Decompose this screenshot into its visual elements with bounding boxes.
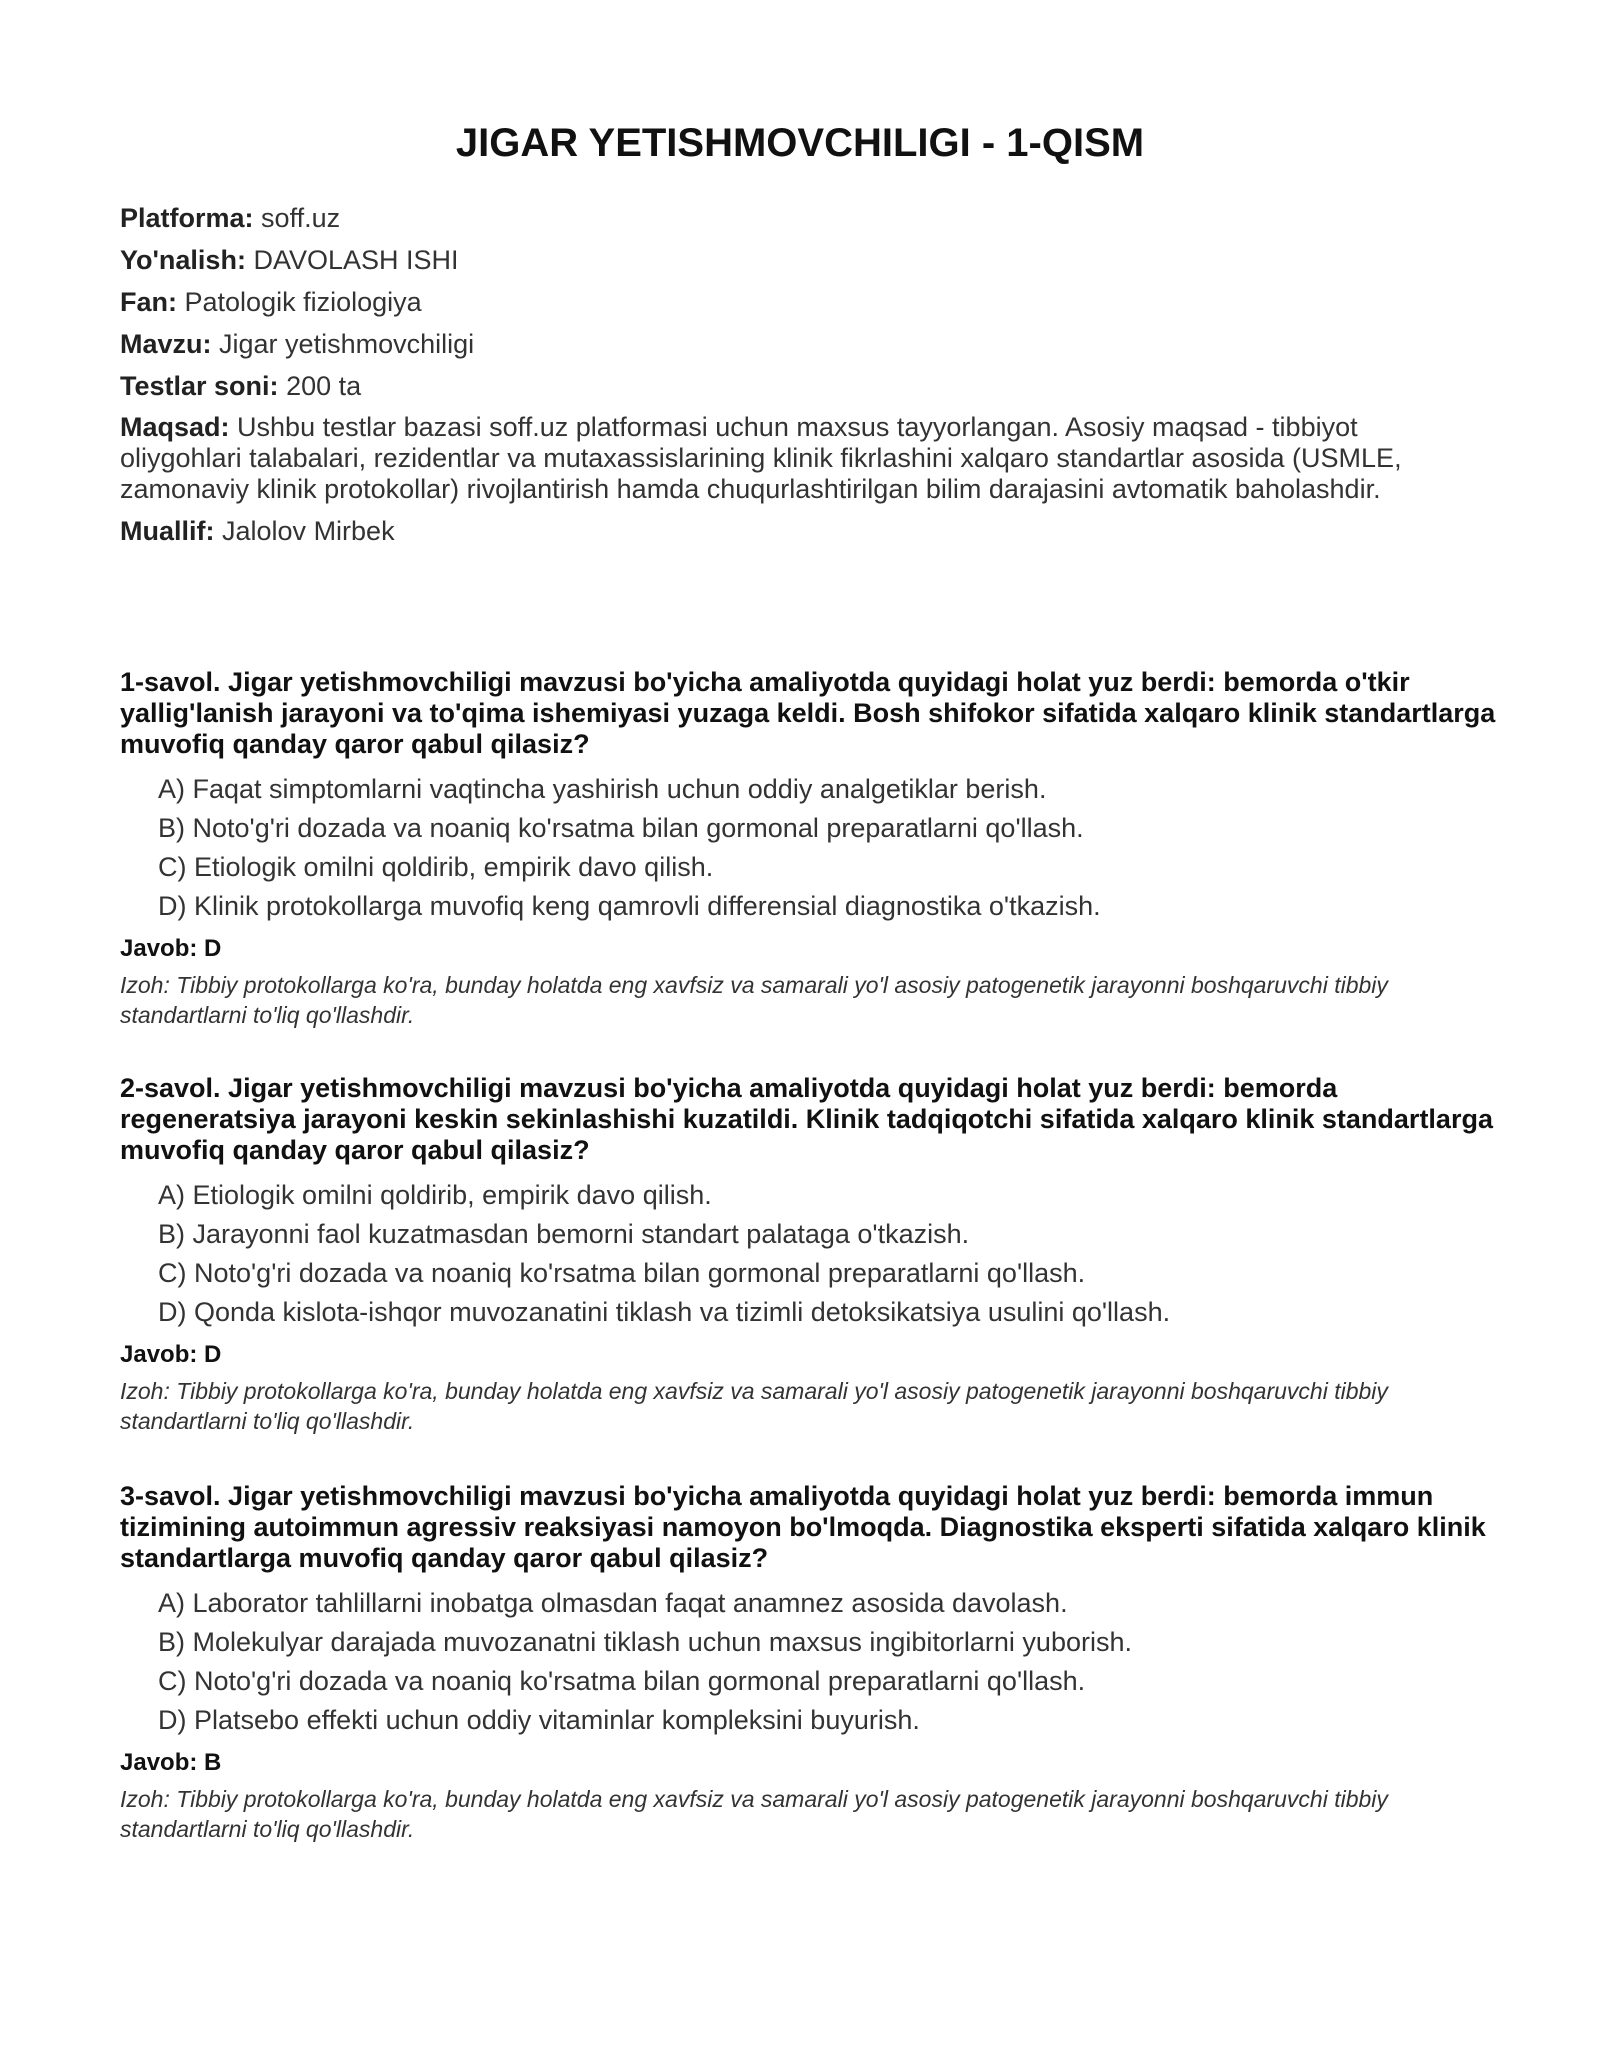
option-a: A) Faqat simptomlarni vaqtincha yashirish uchun oddiy analgetiklar berish. xyxy=(158,774,1047,804)
meta-key: Muallif: xyxy=(120,516,215,546)
option-b: B) Noto'g'ri dozada va noaniq ko'rsatma bilan gormonal preparatlarni qo'llash. xyxy=(158,813,1084,843)
explanation: Izoh: Tibbiy protokollarga ko'ra, bunday holatda eng xavfsiz va samarali yo'l asosiy patogenetik jarayonni boshqaruvchi tibbiy standartlarni to'liq qo'llashdir. xyxy=(120,1786,1388,1842)
meta-value: 200 ta xyxy=(286,371,362,401)
answer: Javob: D xyxy=(120,935,222,962)
question-3 xyxy=(120,1481,1500,1844)
question-text: 3-savol. Jigar yetishmovchiligi mavzusi bo'yicha amaliyotda quyidagi holat yuz berdi: bemorda immun tizimining autoimmun agressiv reaksiyasi namoyon bo'lmoqda. Diagnostika eksperti sifatida xalqaro klinik standartlarga muvofiq qanday qaror qabul qilasiz? xyxy=(120,1481,1486,1573)
meta-test-count xyxy=(120,370,1480,402)
meta-key: Testlar soni: xyxy=(120,371,279,401)
explanation: Izoh: Tibbiy protokollarga ko'ra, bunday holatda eng xavfsiz va samarali yo'l asosiy patogenetik jarayonni boshqaruvchi tibbiy standartlarni to'liq qo'llashdir. xyxy=(120,1378,1388,1434)
option-d: D) Klinik protokollarga muvofiq keng qamrovli differensial diagnostika o'tkazish. xyxy=(158,891,1101,921)
meta-value: DAVOLASH ISHI xyxy=(253,245,459,275)
meta-key: Maqsad: xyxy=(120,412,230,442)
explanation: Izoh: Tibbiy protokollarga ko'ra, bunday holatda eng xavfsiz va samarali yo'l asosiy patogenetik jarayonni boshqaruvchi tibbiy standartlarni to'liq qo'llashdir. xyxy=(120,972,1388,1028)
option-d: D) Qonda kislota-ishqor muvozanatini tiklash va tizimli detoksikatsiya usulini qo'llash. xyxy=(158,1297,1171,1327)
option-list xyxy=(120,774,1500,922)
option-a: A) Etiologik omilni qoldirib, empirik davo qilish. xyxy=(158,1180,712,1210)
meta-key: Platforma: xyxy=(120,203,254,233)
page-title: JIGAR YETISHMOVCHILIGI - 1-QISM xyxy=(455,121,1145,165)
option-list xyxy=(120,1180,1500,1328)
question-2 xyxy=(120,1073,1500,1436)
question-text: 2-savol. Jigar yetishmovchiligi mavzusi bo'yicha amaliyotda quyidagi holat yuz berdi: bemorda regeneratsiya jarayoni keskin sekinlashishi kuzatildi. Klinik tadqiqotchi sifatida xalqaro klinik standartlarga muvofiq qanday qaror qabul qilasiz? xyxy=(120,1073,1493,1165)
option-c: C) Etiologik omilni qoldirib, empirik davo qilish. xyxy=(158,852,714,882)
meta-value: Jalolov Mirbek xyxy=(222,516,395,546)
meta-direction xyxy=(120,244,1480,276)
meta-platform xyxy=(120,202,1480,234)
option-c: C) Noto'g'ri dozada va noaniq ko'rsatma bilan gormonal preparatlarni qo'llash. xyxy=(158,1258,1086,1288)
document-meta xyxy=(120,202,1480,557)
meta-subject xyxy=(120,286,1480,318)
meta-key: Mavzu: xyxy=(120,329,212,359)
question-1 xyxy=(120,667,1500,1030)
question-text: 1-savol. Jigar yetishmovchiligi mavzusi bo'yicha amaliyotda quyidagi holat yuz berdi: bemorda o'tkir yallig'lanish jarayoni va to'qima ishemiyasi yuzaga keldi. Bosh shifokor sifatida xalqaro klinik standartlarga muvofiq qanday qaror qabul qilasiz? xyxy=(120,667,1496,759)
option-d: D) Platsebo effekti uchun oddiy vitaminlar kompleksini buyurish. xyxy=(158,1705,920,1735)
answer: Javob: B xyxy=(120,1749,222,1776)
meta-key: Yo'nalish: xyxy=(120,245,246,275)
option-c: C) Noto'g'ri dozada va noaniq ko'rsatma bilan gormonal preparatlarni qo'llash. xyxy=(158,1666,1086,1696)
option-list xyxy=(120,1588,1500,1736)
meta-value: Patologik fiziologiya xyxy=(184,287,422,317)
meta-value: Ushbu testlar bazasi soff.uz platformasi uchun maxsus tayyorlangan. Asosiy maqsad - tibbiyot oliygohlari talabalari, rezidentlar va mutaxassislarining klinik fikrlashini xalqaro standartlar asosida (USMLE, zamonaviy klinik protokollar) rivojlantirish hamda chuqurlashtirilgan bilim darajasini avtomatik baholashdir. xyxy=(120,412,1402,504)
meta-value: Jigar yetishmovchiligi xyxy=(219,329,475,359)
meta-goal xyxy=(120,412,1480,505)
answer: Javob: D xyxy=(120,1341,222,1368)
meta-key: Fan: xyxy=(120,287,177,317)
option-b: B) Jarayonni faol kuzatmasdan bemorni standart palataga o'tkazish. xyxy=(158,1219,970,1249)
meta-author xyxy=(120,515,1480,547)
option-a: A) Laborator tahlillarni inobatga olmasdan faqat anamnez asosida davolash. xyxy=(158,1588,1068,1618)
meta-topic xyxy=(120,328,1480,360)
option-b: B) Molekulyar darajada muvozanatni tiklash uchun maxsus ingibitorlarni yuborish. xyxy=(158,1627,1132,1657)
meta-value: soff.uz xyxy=(261,203,341,233)
